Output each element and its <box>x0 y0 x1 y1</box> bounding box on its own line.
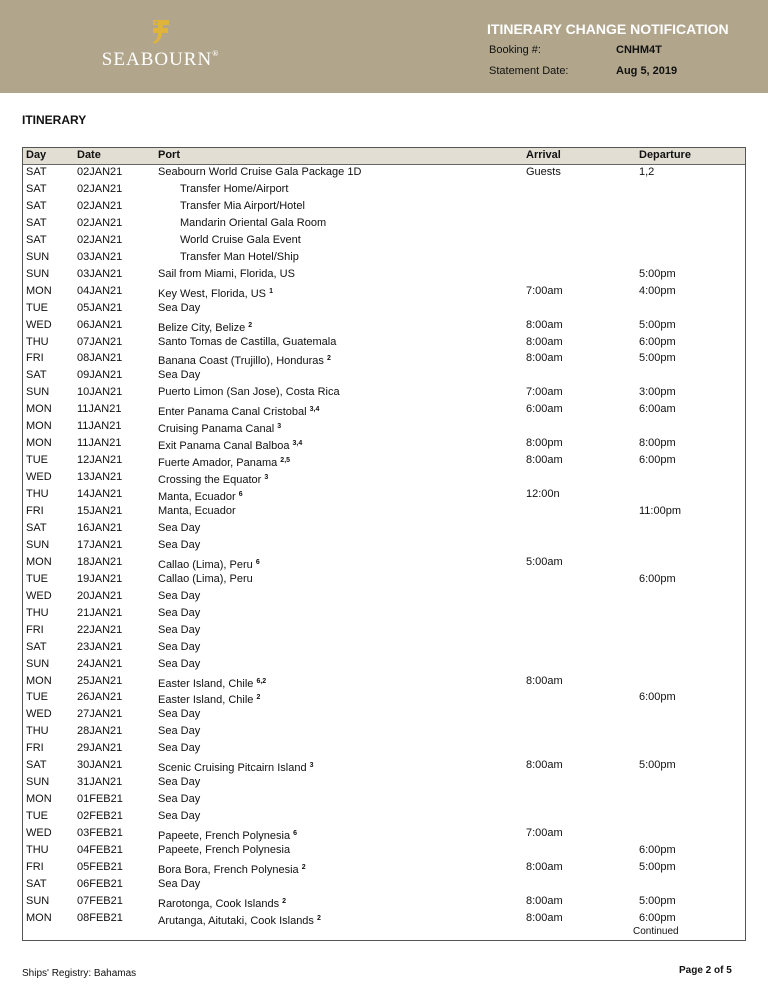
date-cell: 31JAN21 <box>77 776 123 789</box>
date-cell: 28JAN21 <box>77 725 123 738</box>
day-cell: WED <box>26 318 52 331</box>
port-cell <box>158 266 295 283</box>
date-cell: 20JAN21 <box>77 589 123 602</box>
date-cell: 19JAN21 <box>77 572 123 585</box>
arrival-cell: 8:00pm <box>526 437 563 450</box>
departure-cell: 5:00pm <box>639 318 676 331</box>
port-name: Transfer Home/Airport <box>180 182 289 195</box>
date-cell: 03JAN21 <box>77 267 123 280</box>
table-row <box>23 452 745 469</box>
table-row <box>23 622 745 639</box>
date-cell: 04JAN21 <box>77 284 123 297</box>
day-cell: FRI <box>26 623 44 636</box>
table-row <box>23 910 745 927</box>
table-row <box>23 164 745 181</box>
table-row <box>23 181 745 198</box>
port-cell <box>158 334 336 351</box>
seahorse-logo-icon <box>149 18 173 46</box>
arrival-cell: 7:00am <box>526 284 563 297</box>
port-name: Enter Panama Canal Cristobal <box>158 406 307 419</box>
port-name: Papeete, French Polynesia <box>158 844 291 856</box>
table-row <box>23 605 745 622</box>
table-row <box>23 232 745 249</box>
date-cell: 14JAN21 <box>77 488 123 501</box>
port-name: Scenic Cruising Pitcairn Island <box>158 762 307 775</box>
departure-cell: 6:00pm <box>639 335 676 348</box>
departure-cell: 4:00pm <box>639 284 676 297</box>
date-cell: 01FEB21 <box>77 793 123 806</box>
date-cell: 05FEB21 <box>77 860 123 873</box>
arrival-cell: 8:00am <box>526 894 563 907</box>
port-name: Key West, Florida, US <box>158 287 266 300</box>
date-cell: 29JAN21 <box>77 742 123 755</box>
day-cell: TUE <box>26 301 48 314</box>
column-header-arrival: Arrival <box>526 149 561 161</box>
column-header-departure: Departure <box>639 149 691 161</box>
port-cell <box>180 198 305 215</box>
table-row <box>23 249 745 266</box>
day-cell: SUN <box>26 267 50 280</box>
port-cell <box>158 503 236 520</box>
port-cell <box>158 537 200 554</box>
table-row <box>23 435 745 452</box>
table-row <box>23 503 745 520</box>
day-cell: SUN <box>26 250 50 263</box>
port-name: Sea Day <box>158 623 201 636</box>
seabourn-logo <box>98 18 223 78</box>
footnote-marker: 3,4 <box>309 406 320 414</box>
arrival-cell: 8:00am <box>526 454 563 467</box>
table-row <box>23 774 745 791</box>
date-cell: 11JAN21 <box>77 437 122 450</box>
footnote-marker: 1 <box>269 287 273 295</box>
continued-note: Continued <box>633 926 679 937</box>
column-header-day: Day <box>26 149 47 161</box>
footnote-marker: 6 <box>255 558 260 566</box>
arrival-cell: 7:00am <box>526 827 563 840</box>
date-cell: 27JAN21 <box>77 708 123 721</box>
port-name: Sail from Miami, Florida, US <box>158 267 295 280</box>
date-cell: 18JAN21 <box>77 555 123 568</box>
port-name: World Cruise Gala Event <box>180 233 301 246</box>
date-cell: 02JAN21 <box>77 182 123 195</box>
statement-date: Aug 5, 2019 <box>616 65 678 77</box>
day-cell: MON <box>26 437 52 450</box>
table-row <box>23 689 745 706</box>
departure-cell: 5:00pm <box>639 267 676 280</box>
table-row <box>23 537 745 554</box>
day-cell: SAT <box>26 759 47 772</box>
departure-cell: 6:00pm <box>639 572 676 585</box>
arrival-cell: Guests <box>526 166 561 178</box>
port-cell <box>158 876 200 893</box>
table-row <box>23 893 745 910</box>
port-name: Manta, Ecuador <box>158 491 236 504</box>
date-cell: 02JAN21 <box>77 199 123 212</box>
port-name: Santo Tomas de Castilla, Guatemala <box>158 335 337 348</box>
arrival-cell: 12:00n <box>526 488 560 501</box>
departure-cell: 6:00pm <box>639 844 676 856</box>
date-cell: 02FEB21 <box>77 810 123 823</box>
footnote-marker: 2 <box>317 914 321 922</box>
table-row <box>23 859 745 876</box>
statement-date-label: Statement Date: <box>489 65 569 77</box>
port-name: Sea Day <box>158 640 201 653</box>
day-cell: TUE <box>26 691 48 704</box>
page-number: Page 2 of 5 <box>679 965 732 976</box>
departure-cell: 6:00pm <box>639 691 676 704</box>
table-row <box>23 367 745 384</box>
port-name: Fuerte Amador, Panama <box>158 457 278 470</box>
port-name: Sea Day <box>158 810 201 823</box>
footnote-marker: 2 <box>248 321 253 329</box>
table-row <box>23 825 745 842</box>
port-name: Arutanga, Aitutaki, Cook Islands <box>158 914 314 927</box>
date-cell: 02JAN21 <box>77 166 123 178</box>
day-cell: TUE <box>26 454 48 467</box>
footnote-marker: 2,5 <box>280 457 291 465</box>
day-cell: WED <box>26 708 52 721</box>
departure-cell: 6:00pm <box>639 454 676 467</box>
date-cell: 15JAN21 <box>77 505 123 517</box>
arrival-cell: 8:00am <box>526 335 563 348</box>
departure-cell: 6:00am <box>639 403 676 416</box>
departure-cell: 11:00pm <box>639 505 681 517</box>
day-cell: MON <box>26 284 52 297</box>
port-name: Sea Day <box>158 776 201 789</box>
table-row <box>23 486 745 503</box>
day-cell: SAT <box>26 877 47 890</box>
port-name: Sea Day <box>158 725 201 738</box>
arrival-cell: 8:00am <box>526 318 563 331</box>
port-cell <box>158 706 200 723</box>
port-cell <box>158 774 200 791</box>
port-cell <box>180 181 288 198</box>
day-cell: THU <box>26 488 49 501</box>
footnote-marker: 3 <box>309 762 314 770</box>
port-cell <box>158 740 200 757</box>
day-cell: MON <box>26 674 52 687</box>
date-cell: 23JAN21 <box>77 640 123 653</box>
port-cell <box>158 808 200 825</box>
port-name: Sea Day <box>158 877 201 890</box>
port-name: Sea Day <box>158 521 201 534</box>
date-cell: 26JAN21 <box>77 691 123 704</box>
itinerary-table <box>22 147 746 941</box>
day-cell: MON <box>26 555 52 568</box>
date-cell: 08FEB21 <box>77 911 123 924</box>
table-row <box>23 215 745 232</box>
day-cell: TUE <box>26 810 48 823</box>
date-cell: 03FEB21 <box>77 827 123 840</box>
day-cell: SAT <box>26 369 47 382</box>
arrival-cell: 8:00am <box>526 759 563 772</box>
date-cell: 22JAN21 <box>77 623 123 636</box>
departure-cell: 8:00pm <box>639 437 676 450</box>
port-cell <box>158 723 200 740</box>
footnote-marker: 2 <box>326 355 331 363</box>
port-cell <box>158 622 200 639</box>
port-cell <box>158 367 200 384</box>
notification-title: ITINERARY CHANGE NOTIFICATION <box>487 21 729 37</box>
date-cell: 03JAN21 <box>77 250 123 263</box>
arrival-cell: 8:00am <box>526 674 563 687</box>
table-row <box>23 740 745 757</box>
port-name: Belize City, Belize <box>158 321 246 334</box>
port-name: Sea Day <box>158 606 201 619</box>
table-row <box>23 706 745 723</box>
arrival-cell: 8:00am <box>526 860 563 873</box>
day-cell: FRI <box>26 505 44 517</box>
footnote-marker: 6,2 <box>256 677 267 685</box>
arrival-cell: 8:00am <box>526 911 563 924</box>
booking-number: CNHM4T <box>616 44 662 56</box>
day-cell: FRI <box>26 860 44 873</box>
port-name: Callao (Lima), Peru <box>158 558 253 571</box>
port-name: Crossing the Equator <box>158 474 262 487</box>
footnote-marker: 3 <box>277 423 282 431</box>
date-cell: 08JAN21 <box>77 352 123 365</box>
date-cell: 02JAN21 <box>77 216 123 229</box>
footnote-marker: 2 <box>282 897 287 905</box>
day-cell: MON <box>26 403 52 416</box>
port-cell <box>180 215 326 232</box>
departure-cell: 6:00pm <box>639 911 676 924</box>
table-row <box>23 554 745 571</box>
port-name: Puerto Limon (San Jose), Costa Rica <box>158 386 340 399</box>
footnote-marker: 2 <box>301 863 306 871</box>
footnote-marker: 3 <box>264 474 269 482</box>
day-cell: MON <box>26 911 52 924</box>
day-cell: THU <box>26 335 49 348</box>
departure-cell: 5:00pm <box>639 352 676 365</box>
date-cell: 17JAN21 <box>77 538 123 551</box>
table-row <box>23 283 745 300</box>
day-cell: SUN <box>26 776 50 789</box>
day-cell: FRI <box>26 352 44 365</box>
brand-name: SEABOURN® <box>101 49 220 70</box>
departure-cell: 1,2 <box>639 166 655 178</box>
departure-cell: 5:00pm <box>639 860 676 873</box>
departure-cell: 3:00pm <box>639 386 676 399</box>
date-cell: 05JAN21 <box>77 301 123 314</box>
port-name: Sea Day <box>158 589 201 602</box>
port-name: Mandarin Oriental Gala Room <box>180 216 327 229</box>
port-cell <box>158 605 200 622</box>
port-name: Papeete, French Polynesia <box>158 830 291 843</box>
port-cell <box>158 300 200 317</box>
day-cell: THU <box>26 606 49 619</box>
table-row <box>23 656 745 673</box>
arrival-cell: 8:00am <box>526 352 563 365</box>
day-cell: TUE <box>26 572 48 585</box>
port-cell <box>158 164 361 181</box>
port-cell <box>158 791 200 808</box>
day-cell: MON <box>26 793 52 806</box>
table-row <box>23 401 745 418</box>
port-name: Cruising Panama Canal <box>158 423 275 436</box>
table-row <box>23 588 745 605</box>
day-cell: SUN <box>26 657 50 670</box>
port-name: Callao (Lima), Peru <box>158 572 253 585</box>
footnote-marker: 2 <box>256 694 261 702</box>
date-cell: 06FEB21 <box>77 877 123 890</box>
port-name: Easter Island, Chile <box>158 694 254 707</box>
table-row <box>23 317 745 334</box>
table-row <box>23 639 745 656</box>
date-cell: 02JAN21 <box>77 233 123 246</box>
port-cell <box>180 249 299 266</box>
column-header-port: Port <box>158 149 180 161</box>
port-cell <box>158 384 340 401</box>
date-cell: 07JAN21 <box>77 335 123 348</box>
table-row <box>23 673 745 690</box>
table-row <box>23 876 745 893</box>
port-cell <box>158 910 321 930</box>
ships-registry: Ships' Registry: Bahamas <box>22 968 137 979</box>
date-cell: 13JAN21 <box>77 471 123 484</box>
day-cell: SAT <box>26 233 47 246</box>
table-row <box>23 384 745 401</box>
departure-cell: 5:00pm <box>639 894 676 907</box>
day-cell: SAT <box>26 640 47 653</box>
date-cell: 21JAN21 <box>77 606 123 619</box>
date-cell: 11JAN21 <box>77 420 122 433</box>
day-cell: SUN <box>26 538 50 551</box>
day-cell: SAT <box>26 521 47 534</box>
day-cell: SAT <box>26 182 47 195</box>
date-cell: 10JAN21 <box>77 386 123 399</box>
header-banner <box>0 0 768 93</box>
table-row <box>23 808 745 825</box>
departure-cell: 5:00pm <box>639 759 676 772</box>
table-row <box>23 350 745 367</box>
day-cell: MON <box>26 420 52 433</box>
day-cell: WED <box>26 589 52 602</box>
date-cell: 09JAN21 <box>77 369 123 382</box>
date-cell: 24JAN21 <box>77 657 123 670</box>
date-cell: 11JAN21 <box>77 403 122 416</box>
arrival-cell: 5:00am <box>526 555 563 568</box>
day-cell: THU <box>26 725 49 738</box>
port-cell <box>158 656 200 673</box>
day-cell: SUN <box>26 894 50 907</box>
footnote-marker: 3,4 <box>292 440 303 448</box>
day-cell: SAT <box>26 166 47 178</box>
port-cell <box>180 232 301 249</box>
table-row <box>23 571 745 588</box>
port-name: Sea Day <box>158 369 201 382</box>
port-cell <box>158 639 200 656</box>
port-name: Seabourn World Cruise Gala Package 1D <box>158 166 362 178</box>
day-cell: FRI <box>26 742 44 755</box>
port-cell <box>158 571 253 588</box>
table-row <box>23 757 745 774</box>
port-name: Rarotonga, Cook Islands <box>158 897 280 910</box>
arrival-cell: 7:00am <box>526 386 563 399</box>
port-name: Sea Day <box>158 793 201 806</box>
port-name: Sea Day <box>158 301 201 314</box>
table-row <box>23 300 745 317</box>
table-row <box>23 198 745 215</box>
port-cell <box>158 842 290 859</box>
port-name: Transfer Mia Airport/Hotel <box>180 199 305 212</box>
table-row <box>23 266 745 283</box>
port-name: Sea Day <box>158 538 201 551</box>
port-cell <box>158 520 200 537</box>
table-row <box>23 723 745 740</box>
port-name: Sea Day <box>158 742 201 755</box>
port-cell <box>158 588 200 605</box>
booking-label: Booking #: <box>489 44 541 56</box>
port-name: Manta, Ecuador <box>158 505 236 517</box>
day-cell: SUN <box>26 386 50 399</box>
table-row <box>23 842 745 859</box>
column-header-date: Date <box>77 149 101 161</box>
day-cell: SAT <box>26 216 47 229</box>
day-cell: WED <box>26 471 52 484</box>
port-name: Bora Bora, French Polynesia <box>158 863 299 876</box>
table-row <box>23 418 745 435</box>
table-row <box>23 791 745 808</box>
date-cell: 04FEB21 <box>77 844 123 856</box>
port-name: Easter Island, Chile <box>158 677 254 690</box>
table-header-row <box>23 148 745 165</box>
date-cell: 07FEB21 <box>77 894 123 907</box>
footnote-marker: 6 <box>293 830 298 838</box>
day-cell: WED <box>26 827 52 840</box>
date-cell: 06JAN21 <box>77 318 123 331</box>
port-name: Transfer Man Hotel/Ship <box>180 250 299 263</box>
port-name: Sea Day <box>158 708 201 721</box>
table-row <box>23 469 745 486</box>
footnote-marker: 6 <box>238 491 243 499</box>
date-cell: 30JAN21 <box>77 759 123 772</box>
day-cell: THU <box>26 844 49 856</box>
date-cell: 12JAN21 <box>77 454 123 467</box>
port-name: Sea Day <box>158 657 201 670</box>
date-cell: 16JAN21 <box>77 521 123 534</box>
date-cell: 25JAN21 <box>77 674 123 687</box>
arrival-cell: 6:00am <box>526 403 563 416</box>
itinerary-heading: ITINERARY <box>22 113 87 127</box>
table-row <box>23 334 745 351</box>
day-cell: SAT <box>26 199 47 212</box>
table-row <box>23 520 745 537</box>
port-name: Banana Coast (Trujillo), Honduras <box>158 355 324 368</box>
port-name: Exit Panama Canal Balboa <box>158 440 290 453</box>
